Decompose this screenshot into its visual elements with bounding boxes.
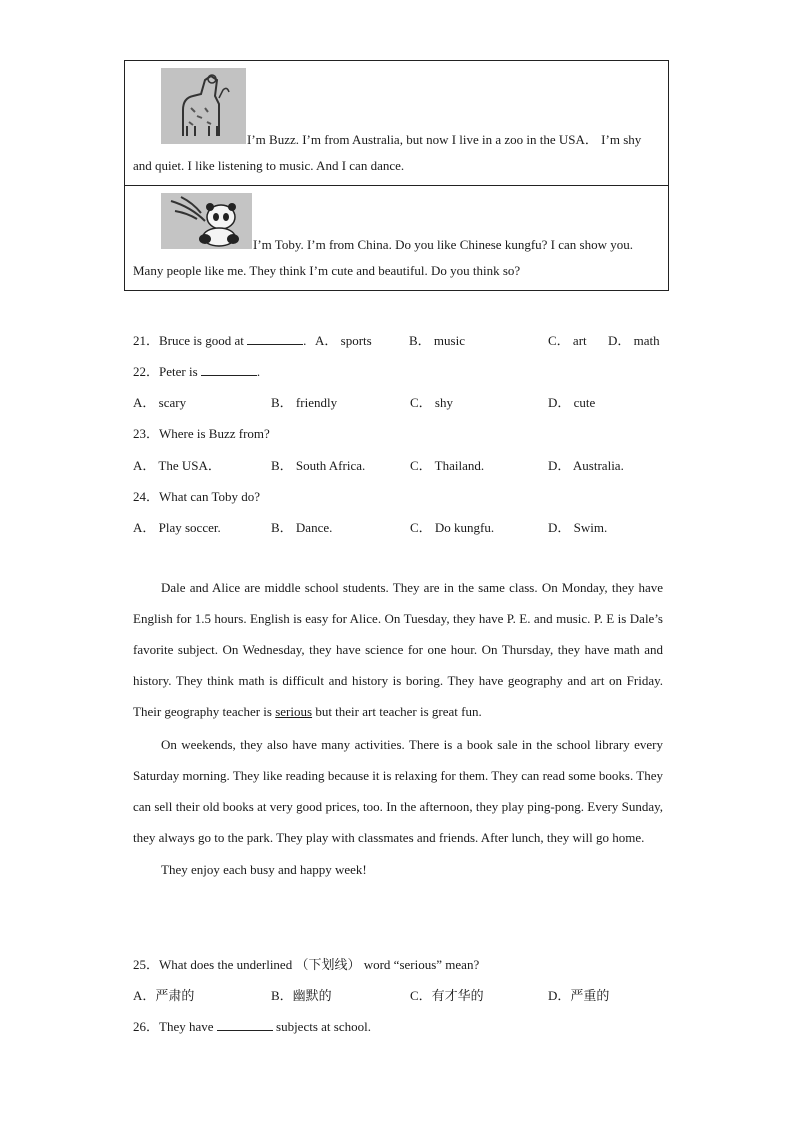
question-26-blank[interactable] — [217, 1018, 273, 1031]
question-24-stem: 24．What can Toby do? — [133, 489, 261, 504]
animal-intro-table — [124, 60, 669, 291]
question-25-option-a[interactable]: A．严肃的 — [133, 988, 195, 1003]
passage-paragraph-3: They enjoy each busy and happy week! — [161, 862, 367, 877]
reading-passage — [133, 572, 663, 885]
question-22-stem: 22．Peter is — [133, 364, 198, 379]
toby-intro-text: I’m Toby. I’m from China. Do you like Chinese kungfu? I can show you. Many people like me. They think I’m cute and beautiful. Do you think so? — [133, 237, 633, 278]
question-23-option-d[interactable]: D． Australia. — [548, 458, 624, 473]
question-22-option-a[interactable]: A． scary — [133, 395, 187, 410]
question-23-option-a[interactable]: A． The USA． — [133, 458, 221, 473]
question-21-stem: 21．Bruce is good at — [133, 333, 244, 348]
question-22-option-c[interactable]: C． shy — [410, 395, 453, 410]
question-24-option-c[interactable]: C． Do kungfu. — [410, 520, 495, 535]
passage-paragraph-1-text: Dale and Alice are middle school students. They are in the same class. On Monday, they have English for 1.5 hours. English is easy for Alice. On Tuesday, they have P. E. and music. P. E is Dale’s favorite subject. On Wednesday, they have science for one hour. On Thursday, they have math and history. They think math is difficult and history is boring. They have geography and art on Friday. Their geography teacher is — [133, 580, 663, 719]
question-25-option-b[interactable]: B．幽默的 — [271, 988, 332, 1003]
buzz-intro-cell — [125, 61, 668, 186]
question-23-option-b[interactable]: B． South Africa. — [271, 458, 366, 473]
question-21-option-b[interactable]: B． music — [409, 333, 465, 348]
question-22-blank[interactable] — [201, 363, 257, 376]
question-24-option-a[interactable]: A． Play soccer. — [133, 520, 221, 535]
question-24-option-b[interactable]: B． Dance. — [271, 520, 333, 535]
question-22-option-b[interactable]: B． friendly — [271, 395, 338, 410]
question-22-period: . — [256, 364, 261, 379]
passage-paragraph-2: On weekends, they also have many activities. There is a book sale in the school library every Saturday morning. They like reading because it is relaxing for them. They can read some books. They can sell their old books at very good prices, too. In the afternoon, they play ping-pong. Every Sunday, they always go to the park. They play with classmates and friends. After lunch, they will go home. — [133, 737, 663, 845]
question-24-option-d[interactable]: D． Swim. — [548, 520, 608, 535]
question-23-stem: 23．Where is Buzz from? — [133, 426, 270, 441]
toby-intro-cell — [125, 186, 668, 290]
question-26 — [133, 1016, 371, 1035]
question-23-option-c[interactable]: C． Thailand. — [410, 458, 485, 473]
question-25-option-d[interactable]: D．严重的 — [548, 988, 610, 1003]
question-22 — [133, 361, 260, 380]
question-25-stem: 25．What does the underlined （下划线） word “serious” mean? — [133, 957, 480, 972]
passage-paragraph-1 — [133, 572, 663, 727]
question-26-stem: 26．They have — [133, 1019, 214, 1034]
question-21-blank[interactable] — [247, 332, 303, 345]
question-25-option-c[interactable]: C．有才华的 — [410, 988, 484, 1003]
question-21-option-d[interactable]: D． math — [608, 333, 660, 348]
question-26-tail: subjects at school. — [276, 1019, 371, 1034]
buzz-intro-text: I’m Buzz. I’m from Australia, but now I live in a zoo in the USA． I’m shy and quiet. I like listening to music. And I can dance. — [133, 132, 642, 173]
question-21-option-a[interactable]: A． sports — [315, 333, 372, 348]
question-21-option-c[interactable]: C． art — [548, 333, 587, 348]
question-21-period: . — [303, 333, 307, 348]
underlined-word-serious: serious — [275, 704, 313, 719]
passage-paragraph-1-end: but their art teacher is great fun. — [312, 704, 482, 719]
question-21 — [133, 330, 306, 349]
question-22-option-d[interactable]: D． cute — [548, 395, 596, 410]
